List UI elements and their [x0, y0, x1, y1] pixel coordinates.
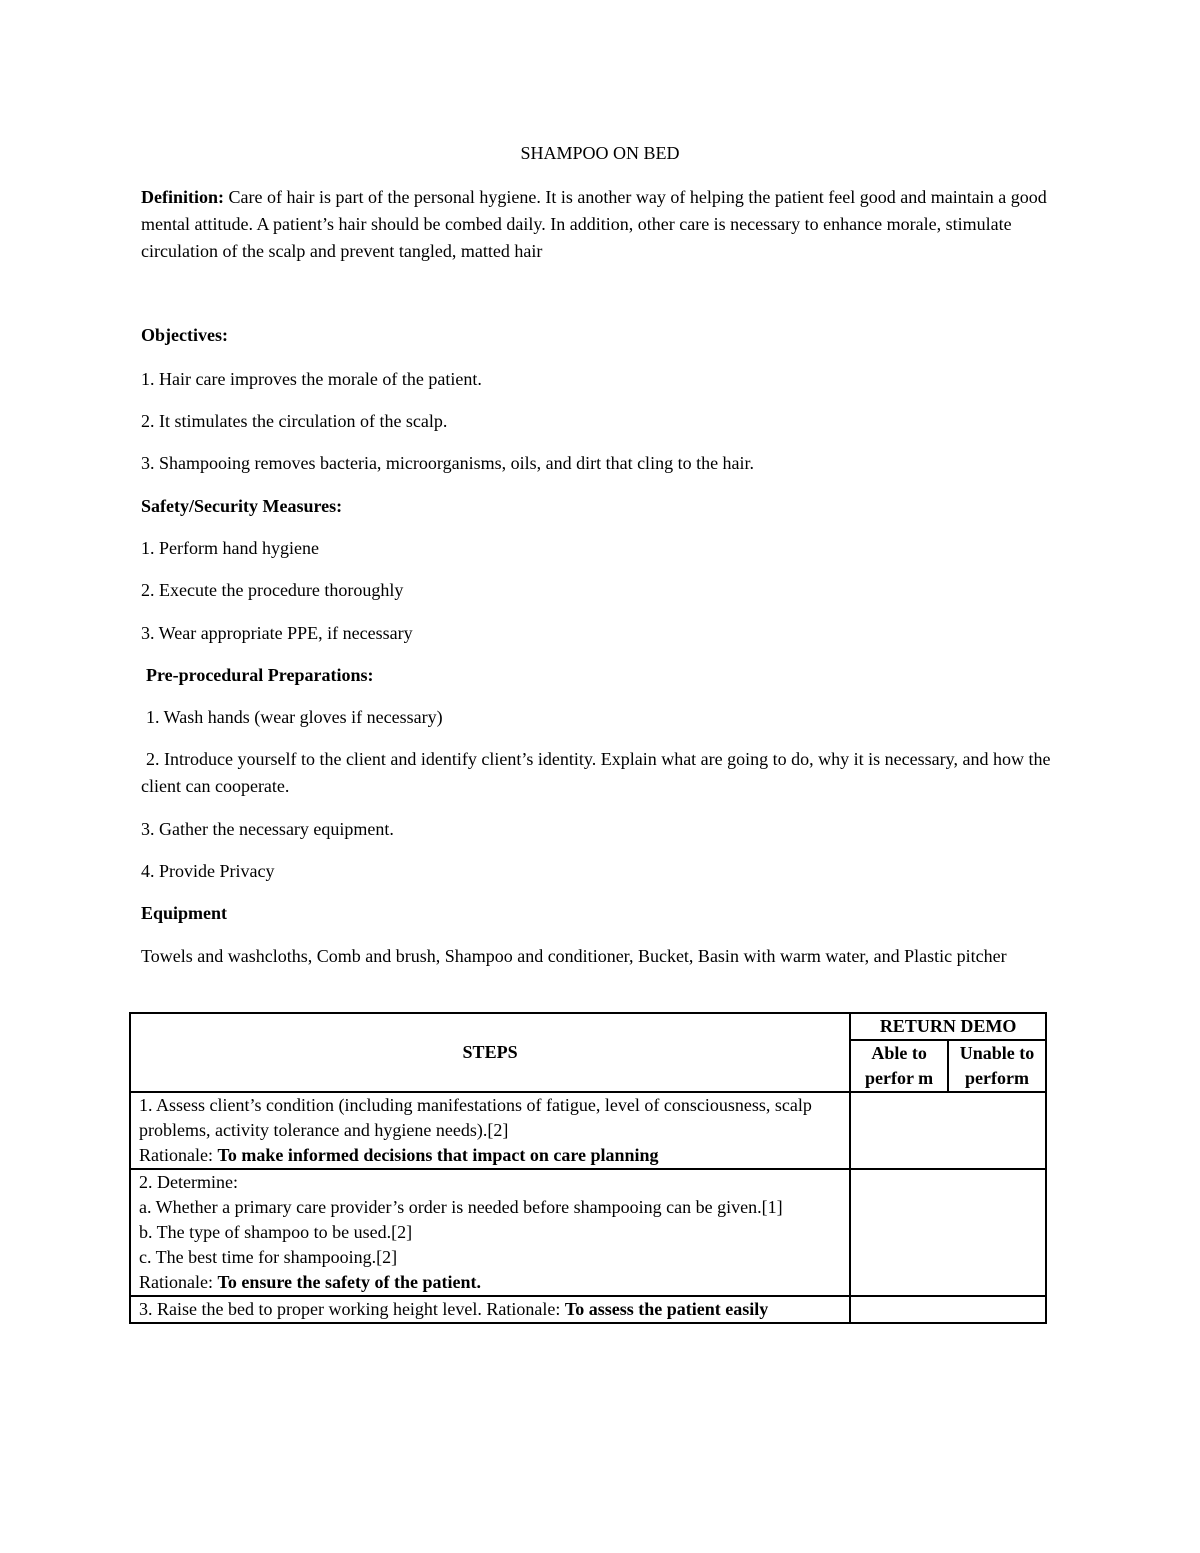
- step-text: 1. Assess client’s condition (including manifestations of fatigue, level of consciousness, scalp problems, activity tolerance and hygiene needs).[2]: [139, 1095, 812, 1140]
- safety-item-3: 3. Wear appropriate PPE, if necessary: [141, 623, 413, 643]
- preparation-item-2: 2. Introduce yourself to the client and identify client’s identity. Explain what are going to do, why it is necessary, and how the client can cooperate.: [141, 749, 1051, 796]
- preparation-item-3: 3. Gather the necessary equipment.: [141, 819, 394, 839]
- steps-table: [129, 1012, 1047, 1324]
- table-row: [130, 1169, 1046, 1296]
- return-demo-cell: [850, 1092, 1046, 1169]
- table-row: [130, 1296, 1046, 1323]
- preparation-item-4: 4. Provide Privacy: [141, 861, 275, 881]
- step-cell: [130, 1296, 850, 1323]
- objectives-heading: Objectives:: [141, 325, 228, 345]
- step-text: 3. Raise the bed to proper working height level. Rationale:: [139, 1299, 565, 1319]
- definition-paragraph: [141, 184, 1061, 265]
- step-rationale: [139, 1143, 841, 1168]
- rationale-label: Rationale:: [139, 1145, 218, 1165]
- equipment-heading: Equipment: [141, 903, 228, 923]
- return-demo-cell: [850, 1296, 1046, 1323]
- return-demo-header: RETURN DEMO: [850, 1013, 1046, 1040]
- safety-item-2: 2. Execute the procedure thoroughly: [141, 580, 404, 600]
- step-subitem: b. The type of shampoo to be used.[2]: [139, 1222, 413, 1242]
- rationale-label: Rationale:: [139, 1272, 218, 1292]
- equipment-text: Towels and washcloths, Comb and brush, Shampoo and conditioner, Bucket, Basin with warm water, and Plastic pitcher: [141, 946, 1007, 966]
- step-cell: [130, 1169, 850, 1296]
- rationale-text: To make informed decisions that impact on care planning: [217, 1145, 659, 1165]
- objective-item-2: 2. It stimulates the circulation of the scalp.: [141, 411, 448, 431]
- objective-item-1: 1. Hair care improves the morale of the patient.: [141, 369, 482, 389]
- safety-item-1: 1. Perform hand hygiene: [141, 538, 319, 558]
- page-title: SHAMPOO ON BED: [520, 143, 680, 163]
- step-text: 2. Determine:: [139, 1172, 238, 1192]
- table-header-row: [130, 1013, 1046, 1040]
- steps-header: STEPS: [130, 1013, 850, 1092]
- step-subitem: c. The best time for shampooing.[2]: [139, 1247, 398, 1267]
- definition-label: Definition:: [141, 187, 224, 207]
- rationale-text: To ensure the safety of the patient.: [217, 1272, 481, 1292]
- safety-heading: Safety/Security Measures:: [141, 496, 343, 516]
- rationale-text: To assess the patient easily: [564, 1299, 769, 1319]
- step-cell: [130, 1092, 850, 1169]
- able-to-perform-header: Able to perfor m: [850, 1040, 948, 1092]
- preparation-item-1: 1. Wash hands (wear gloves if necessary): [146, 707, 443, 727]
- table-row: [130, 1092, 1046, 1169]
- preparations-heading: Pre-procedural Preparations:: [146, 665, 374, 685]
- objective-item-3: 3. Shampooing removes bacteria, microorganisms, oils, and dirt that cling to the hair.: [141, 453, 755, 473]
- return-demo-cell: [850, 1169, 1046, 1296]
- step-rationale: [139, 1270, 841, 1295]
- unable-to-perform-header: Unable to perform: [948, 1040, 1046, 1092]
- definition-text: Care of hair is part of the personal hygiene. It is another way of helping the patient feel good and maintain a good mental attitude. A patient’s hair should be combed daily. In addition, other care is necessary to enhance morale, stimulate circulation of the scalp and prevent tangled, matted hair: [141, 187, 1047, 261]
- step-subitem: a. Whether a primary care provider’s order is needed before shampooing can be given.[1]: [139, 1197, 783, 1217]
